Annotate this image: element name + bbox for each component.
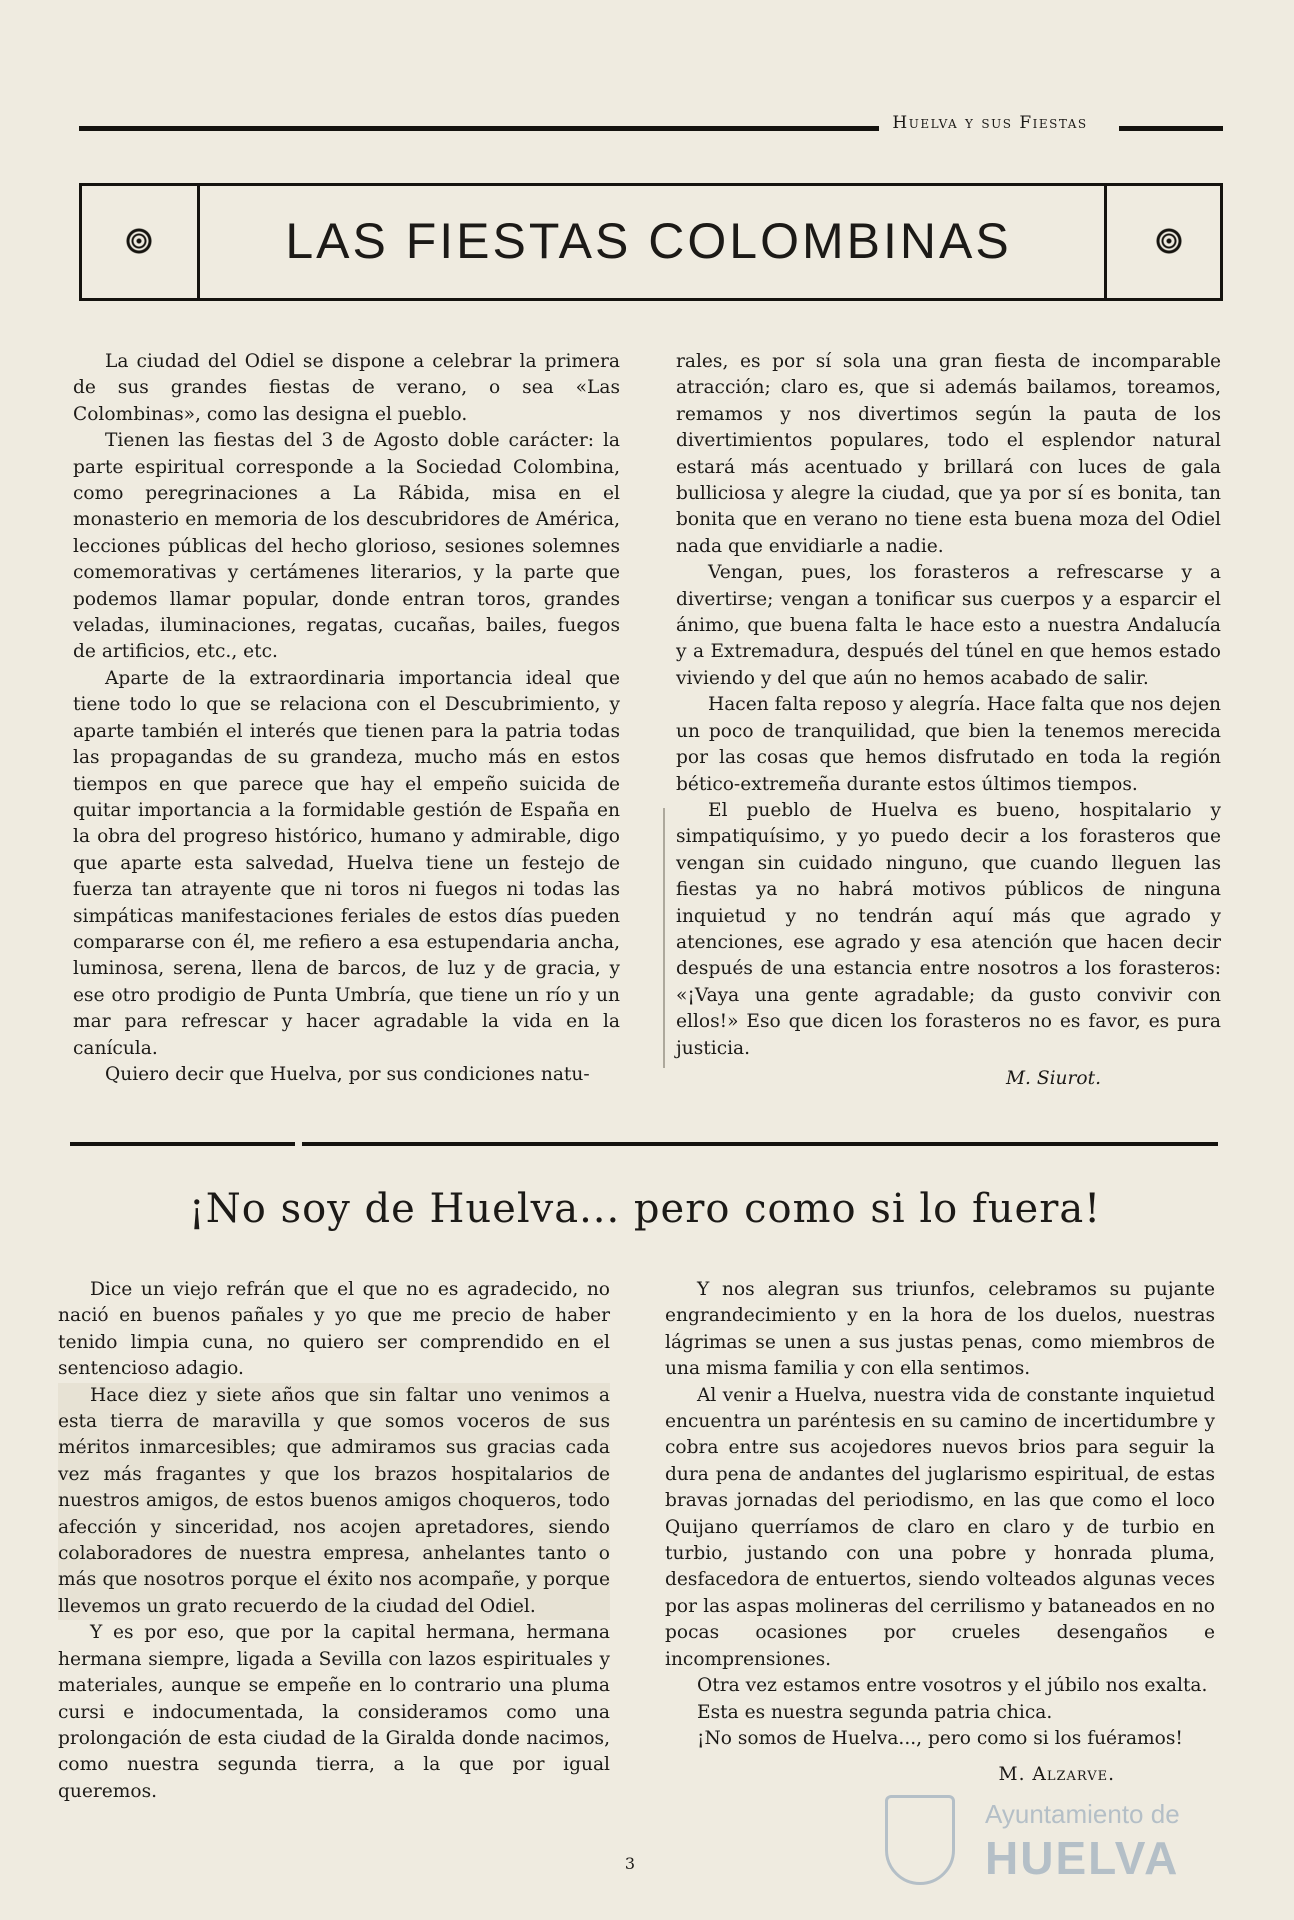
article2-right-column xyxy=(665,1277,1215,1789)
paragraph: Quiero decir que Huelva, por sus condiciones natu- xyxy=(105,1063,590,1085)
paragraph-underlined: Hace diez y siete años que sin faltar uno venimos a esta tierra de maravilla y que somos voceros de sus méritos inmarcesibles; que admiramos sus gracias cada vez más fragantes y que los brazos hospitalarios de nuestros amigos, de estos buenos amigos choqueros, todo afección y sinceridad, nos acojen apretadores, siendo colaboradores de nuestra empresa, anhelantes tanto o más que nosotros porque el éxito nos acompañe, y porque llevemos un grato recuerdo de la ciudad del Odiel. xyxy=(58,1383,610,1621)
paragraph: Esta es nuestra segunda patria chica. xyxy=(697,1701,1053,1723)
article-title: LAS FIESTAS COLOMBINAS xyxy=(285,213,1012,269)
author-signature: M. Siurot. xyxy=(1006,1067,1101,1089)
paragraph: Al venir a Huelva, nuestra vida de constante inquietud encuentra un paréntesis en su camino de incertidumbre y cobra entre sus acojedores nuevos brios para seguir la dura pena de andantes del juglarismo espiritual, de estas bravas jornadas del periodismo, en las que como el loco Quijano querríamos de claro en claro y de turbio en turbio, justando con una pobre y honrada pluma, desfacedora de entuertos, siendo volteados algunas veces por las aspas molineras del cerrilismo y bataneados en no pocas ocasiones por crueles desengaños e incomprensiones. xyxy=(665,1384,1215,1670)
paragraph: La ciudad del Odiel se dispone a celebrar la primera de sus grandes fiestas de verano, o sea «Las Colombinas», como las designa el pueblo. xyxy=(73,351,620,425)
paragraph: rales, es por sí sola una gran fiesta de incomparable atracción; claro es, que si además bailamos, toreamos, remamos y nos divertimos según la pauta de los divertimientos populares, todo el esplendor natural estará más acentuado y brillará con luces de gala bulliciosa y alegre la ciudad, que ya por sí es bonita, tan bonita que en verano no tiene esta buena moza del Odiel nada que envidiarle a nadie. xyxy=(676,351,1221,557)
paragraph: El pueblo de Huelva es bueno, hospitalario y simpatiquísimo, y yo puedo decir a los forasteros que vengan sin cuidado ninguno, que cuando lleguen las fiestas ya no habrá motivos públicos de ninguna inquietud y no tendrán aquí más que agrado y atenciones, ese agrado y esa atención que hacen decir después de una estancia entre nosotros a los forasteros: «¡Vaya una gente agradable; da gusto convivir con ellos!» Eso que dicen los forasteros no es favor, es pura justicia. xyxy=(676,799,1221,1059)
watermark xyxy=(885,1795,1215,1885)
article2-title: ¡No soy de Huelva... pero como si lo fuera! xyxy=(188,1186,1102,1232)
margin-mark xyxy=(663,808,665,1068)
section-separator xyxy=(70,1142,1218,1148)
paragraph: Otra vez estamos entre vosotros y el júbilo nos exalta. xyxy=(697,1675,1208,1697)
paragraph: Vengan, pues, los forasteros a refrescarse y a divertirse; vengan a tonificar sus cuerpos y a esparcir el ánimo, que buena falta le hace esto a nuestra Andalucía y a Extremadura, después del túnel en que hemos estado viviendo y del que aún no hemos acabado de salir. xyxy=(676,562,1221,689)
article-title-box xyxy=(79,183,1223,301)
paragraph: Y nos alegran sus triunfos, celebramos su pujante engrandecimiento y en la hora de los duelos, nuestras lágrimas se unen a sus justas penas, como miembros de una misma familia y con ella sentimos. xyxy=(665,1279,1215,1380)
header-rule-left xyxy=(79,126,879,131)
author-signature: M. Alzarve. xyxy=(998,1764,1115,1786)
watermark-main-text: HUELVA xyxy=(985,1832,1180,1884)
paragraph: ¡No somos de Huelva..., pero como si los fuéramos! xyxy=(697,1727,1183,1749)
paragraph: Aparte de la extraordinaria importancia ideal que tiene todo lo que se relaciona con el Descubrimiento, y aparte también el interés que tienen para la patria todas las propagandas de su grandeza, mucho más en estos tiempos en que parece que hay el empeño suicida de quitar importancia a la formidable gestión de España en la obra del progreso histórico, humano y admirable, digo que aparte esta salvedad, Huelva tiene un festejo de fuerza tan atrayente que ni toros ni fuegos ni todas las simpáticas manifestaciones feriales de estos días pueden compararse con él, me refiero a esa estupendaria ancha, luminosa, serena, llena de barcos, de luz y de gracia, y ese otro prodigio de Punta Umbría, que tiene un río y un mar para refrescar y hacer agradable la vida en la canícula. xyxy=(73,667,620,1059)
article1-left-column xyxy=(73,349,620,1088)
coat-of-arms-icon xyxy=(885,1795,955,1885)
rosette-ornament-icon xyxy=(126,228,152,254)
paragraph: Hacen falta reposo y alegría. Hace falta que nos dejen un poco de tranquilidad, que bien la tenemos merecida por las cosas que hemos disfrutado en toda la región bético-extremeña durante estos últimos tiempos. xyxy=(676,694,1221,795)
watermark-top-text: Ayuntamiento de xyxy=(985,1799,1180,1829)
paragraph: Tienen las fiestas del 3 de Agosto doble carácter: la parte espiritual corresponde a la Sociedad Colombina, como peregrinaciones a La Rábida, misa en el monasterio en memoria de los descubridores de América, lecciones públicas del hecho glorioso, sesiones solemnes comemorativas y certámenes literarios, y la parte que podemos llamar popular, donde entran toros, grandes veladas, iluminaciones, regatas, cucañas, bailes, fuegos de artificios, etc., etc. xyxy=(73,430,620,663)
header-rule-right xyxy=(1119,126,1223,131)
paragraph: Dice un viejo refrán que el que no es agradecido, no nació en buenos pañales y yo que me precio de haber tenido limpia cuna, no quiero ser comprendido en el sentencioso adagio. xyxy=(58,1279,610,1380)
running-title: Huelva y sus Fiestas xyxy=(892,113,1088,133)
article2-left-column xyxy=(58,1277,610,1805)
article1-right-column xyxy=(676,349,1221,1092)
page-number: 3 xyxy=(624,1854,636,1873)
paragraph: Y es por eso, que por la capital hermana, hermana hermana siempre, ligada a Sevilla con lazos espirituales y materiales, aunque se empeñe en lo contrario una pluma cursi e indocumentada, la consideramos como una prolongación de esta ciudad de la Giralda donde nacimos, como nuestra segunda tierra, a la que por igual queremos. xyxy=(58,1622,610,1802)
rosette-ornament-icon xyxy=(1156,228,1182,254)
